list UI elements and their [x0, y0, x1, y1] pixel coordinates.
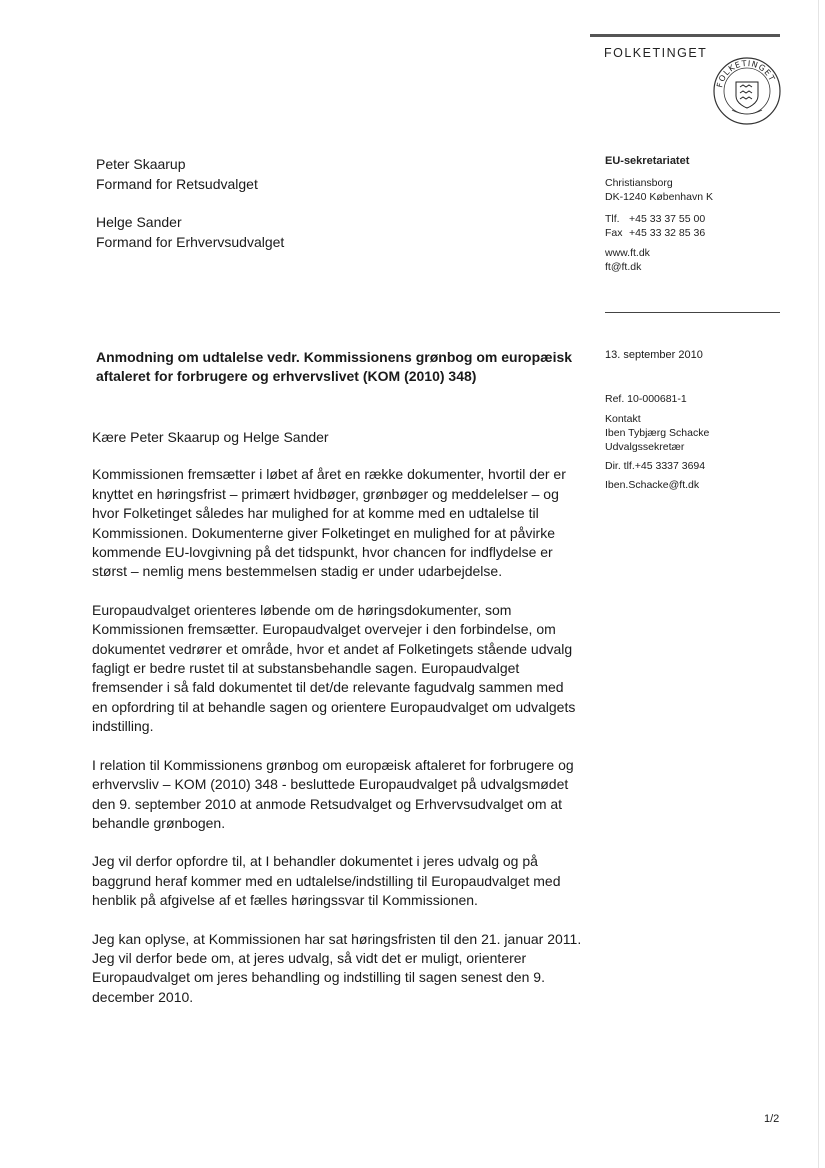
sender-address-line: Christiansborg	[605, 177, 673, 189]
body-paragraph: Jeg vil derfor opfordre til, at I behandler dokumentet i jeres udvalg og på baggrund heraf kommer med en udtalelse/indstilling til Europaudvalget med henblik på afgivelse af et fælles høringssvar til Kommissionen.	[92, 853, 561, 909]
parliament-seal-icon	[712, 56, 782, 126]
fax-label: Fax	[605, 227, 623, 239]
letter-body	[92, 428, 582, 1026]
sender-fax-row	[605, 226, 795, 240]
recipient-block	[96, 154, 284, 252]
sender-website: www.ft.dk	[605, 247, 650, 259]
phone-number: +45 33 37 55 00	[629, 213, 706, 225]
page-number: 1/2	[764, 1113, 780, 1125]
sender-email: ft@ft.dk	[605, 261, 642, 273]
body-paragraph: Kommissionen fremsætter i løbet af året en række dokumenter, hvortil der er knyttet en høringsfrist – primært hvidbøger, grønbøger og meddelelser – og hvor Folketinget således har mulighed for at komme med en udtalelse til Kommissionen. Dokumenterne giver Folketinget en mulighed for at påvirke kommende EU-lovgivning på det tidspunkt, hvor chancen for indflydelse er størst – nemlig mens bestemmelsen stadig er under udarbejdelse.	[92, 466, 566, 580]
reference-number: Ref. 10-000681-1	[605, 393, 687, 405]
recipient-title: Formand for Erhvervsudvalget	[96, 234, 285, 250]
salutation: Kære Peter Skaarup og Helge Sander	[92, 429, 329, 445]
contact-title: Udvalgssekretær	[605, 441, 685, 453]
sender-block	[605, 154, 795, 274]
letter-subject: Anmodning om udtalelse vedr. Kommissionens grønbog om europæisk aftaleret for forbrugere og erhvervslivet (KOM (2010) 348)	[96, 349, 573, 384]
sender-department: EU-sekretariatet	[605, 155, 690, 167]
recipient-name: Peter Skaarup	[96, 156, 186, 172]
phone-label: Tlf.	[605, 213, 620, 225]
body-paragraph: Europaudvalget orienteres løbende om de høringsdokumenter, som Kommissionen fremsætter. Europaudvalget overvejer i den forbindelse, om dokumentet vedrører et område, hvor et andet af Folketingets stående udvalg fagligt er bedre rustet til at substansbehandle sagen. Europaudvalget fremsender i så fald dokumentet til det/de relevante fagudvalg sammen med en opfordring til at behandle sagen og orientere Europaudvalget om udvalgets indstilling.	[92, 601, 576, 735]
svg-text:FOLKETINGET	[715, 59, 777, 89]
contact-name: Iben Tybjærg Schacke	[605, 427, 710, 439]
header-rule	[590, 34, 780, 37]
sender-phone-row	[605, 212, 795, 226]
seal-text: FOLKETINGET	[715, 58, 777, 89]
contact-email: Iben.Schacke@ft.dk	[605, 479, 700, 491]
sender-address-line: DK-1240 København K	[605, 191, 713, 203]
contact-label: Kontakt	[605, 413, 641, 425]
org-name: FOLKETINGET	[604, 46, 708, 60]
letter-date: 13. september 2010	[605, 349, 703, 361]
recipient-name: Helge Sander	[96, 214, 182, 230]
contact-direct-phone: Dir. tlf.+45 3337 3694	[605, 460, 706, 472]
fax-number: +45 33 32 85 36	[629, 227, 706, 239]
recipient-title: Formand for Retsudvalget	[96, 176, 258, 192]
sidebar-rule	[605, 312, 780, 313]
scan-edge-line	[818, 0, 819, 1168]
reference-block	[605, 392, 709, 492]
body-paragraph: Jeg kan oplyse, at Kommissionen har sat høringsfristen til den 21. januar 2011. Jeg vil derfor bede om, at jeres udvalg, så vidt det er muligt, orienterer Europaudvalget om jeres behandling og indstilling til sagen senest den 9. december 2010.	[92, 930, 582, 1005]
body-paragraph: I relation til Kommissionens grønbog om europæisk aftaleret for forbrugere og erhvervsliv – KOM (2010) 348 - besluttede Europaudvalget på udvalgsmødet den 9. september 2010 at anmode Retsudvalget og Erhvervsudvalget om at behandle grønbogen.	[92, 756, 574, 831]
